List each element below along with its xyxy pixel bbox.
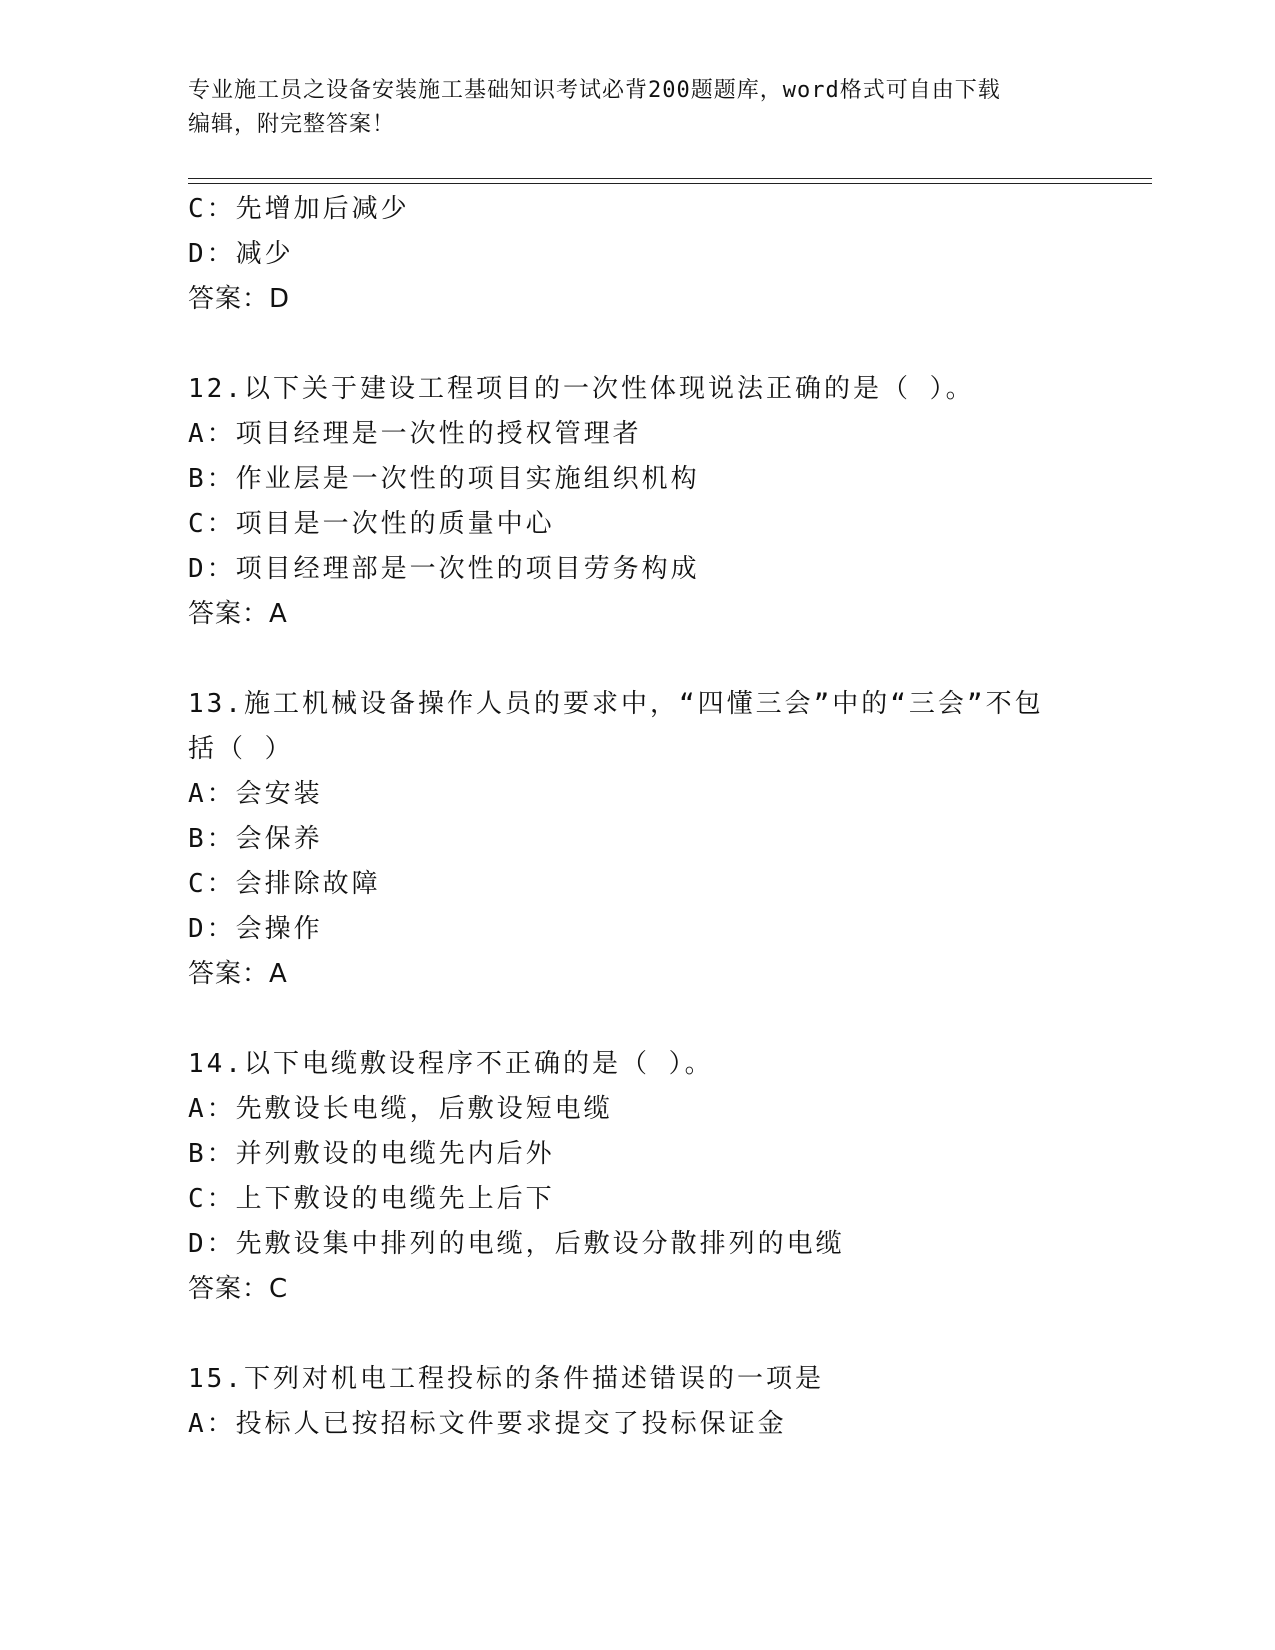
header-divider-bottom <box>188 183 1152 184</box>
q13-option-c: C：会排除故障 <box>188 869 381 899</box>
q13-answer: 答案：A <box>188 959 288 989</box>
q12-option-d: D：项目经理部是一次性的项目劳务构成 <box>188 554 700 584</box>
q13-stem-line-2: 括（ ） <box>188 734 294 764</box>
q14-option-b: B：并列敷设的电缆先内后外 <box>188 1139 555 1169</box>
q13-option-b: B：会保养 <box>188 824 323 854</box>
q11-answer: 答案：D <box>188 284 291 314</box>
q15-stem: 15.下列对机电工程投标的条件描述错误的一项是 <box>188 1364 824 1394</box>
q12-option-a: A：项目经理是一次性的授权管理者 <box>188 419 642 449</box>
document-header <box>188 74 1088 142</box>
q14-stem: 14.以下电缆敷设程序不正确的是（ ）。 <box>188 1049 714 1079</box>
q14-option-d: D：先敷设集中排列的电缆，后敷设分散排列的电缆 <box>188 1229 845 1259</box>
q13-option-d: D：会操作 <box>188 914 323 944</box>
q12-answer: 答案：A <box>188 599 288 629</box>
q15-option-a: A：投标人已按招标文件要求提交了投标保证金 <box>188 1409 787 1439</box>
q14-answer: 答案：C <box>188 1274 289 1304</box>
q12-stem: 12.以下关于建设工程项目的一次性体现说法正确的是（ ）。 <box>188 374 975 404</box>
document-title-line-2: 编辑，附完整答案！ <box>188 112 396 137</box>
q13-option-a: A：会安装 <box>188 779 323 809</box>
q13-stem-line-1: 13.施工机械设备操作人员的要求中，“四懂三会”中的“三会”不包 <box>188 689 1044 719</box>
header-divider-top <box>188 178 1152 179</box>
q14-option-c: C：上下敷设的电缆先上后下 <box>188 1184 555 1214</box>
q12-option-b: B：作业层是一次性的项目实施组织机构 <box>188 464 700 494</box>
document-title-line-1: 专业施工员之设备安装施工基础知识考试必背200题题库，word格式可自由下载 <box>188 78 1001 103</box>
q12-option-c: C：项目是一次性的质量中心 <box>188 509 555 539</box>
q14-option-a: A：先敷设长电缆，后敷设短电缆 <box>188 1094 613 1124</box>
q11-option-d: D：减少 <box>188 239 294 269</box>
q11-option-c: C：先增加后减少 <box>188 194 410 224</box>
